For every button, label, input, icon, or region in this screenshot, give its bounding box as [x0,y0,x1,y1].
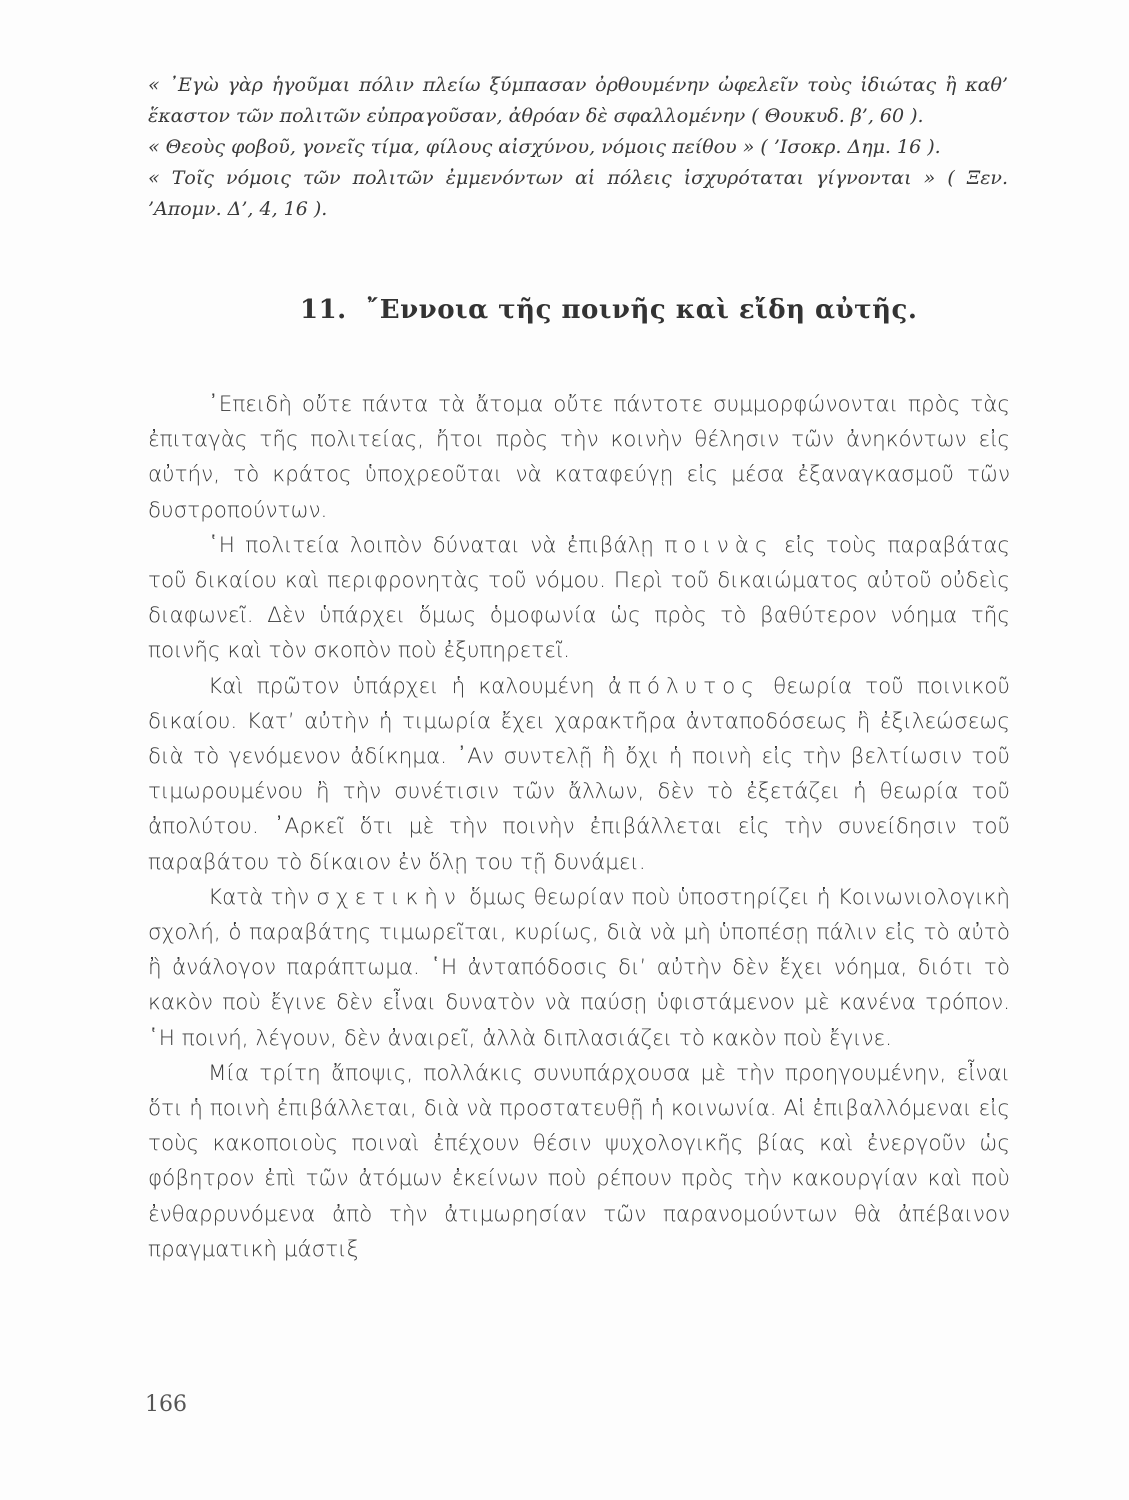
emphasis-apolytos: ἀπόλυτος [607,673,760,699]
section-title: ῎Εννοια τῆς ποινῆς καὶ εἴδη αὐτῆς. [366,295,918,325]
paragraph-4 [148,880,1010,1056]
paragraph-4-start: Κατὰ τὴν [208,884,310,910]
section-number: 11. [300,295,347,325]
emphasis-schetikin: σχετικὴν [316,884,462,910]
paragraph-4-rest: ὅμως θεωρίαν ποὺ ὑποστηρίζει ἡ Κοινωνιολογικὴ σχολή, ὁ παραβάτης τιμωρεῖται, κυρίως, διὰ νὰ μὴ ὑποπέσῃ πάλιν εἰς τὸ αὐτὸ ἢ ἀνάλογον παράπτωμα. ῾Η ἀνταπόδοσις δι’ αὐτὴν δὲν ἔχει νόημα, διότι τὸ κακὸν ποὺ ἔγινε δὲν εἶναι δυνατὸν νὰ παύσῃ ὑφιστάμενον μὲ κανένα τρόπον. ῾Η ποινή, λέγουν, δὲν ἀναιρεῖ, ἀλλὰ διπλασιάζει τὸ κακὸν ποὺ ἔγινε. [148,884,1010,1051]
body-text [148,387,1010,1267]
quote-thucydides: « ᾿Εγὼ γὰρ ἡγοῦμαι πόλιν πλείω ξύμπασαν ὀρθουμένην ὠφελεῖν τοὺς ἰδιώτας ἢ καθ’ ἕκαστον τῶν πολιτῶν εὐπραγοῦσαν, ἀθρόαν δὲ σφαλλομένην ( Θουκυδ. β’, 60 ). [148,74,1008,127]
paragraph-3 [148,669,1010,880]
page-number: 166 [145,1392,187,1417]
section-heading [300,290,920,330]
quote-xenophon: « Τοῖς νόμοις τῶν πολιτῶν ἐμμενόντων αἱ πόλεις ἰσχυρόταται γίγνονται » ( Ξεν. ’Απομν. Δ’, 4, 16 ). [148,167,1008,220]
emphasis-poinas: ποινὰς [664,532,774,558]
paragraph-3-rest: θεωρία τοῦ ποινικοῦ δικαίου. Κατ’ αὐτὴν ἡ τιμωρία ἔχει χαρακτῆρα ἀνταποδόσεως ἢ ἐξιλεώσεως διὰ τὸ γενόμενον ἀδίκημα. ᾿Αν συντελῇ ἢ ὄχι ἡ ποινὴ εἰς τὴν βελτίωσιν τοῦ τιμωρουμένου ἢ τὴν συνέτισιν τῶν ἄλλων, δὲν τὸ ἐξετάζει ἡ θεωρία τοῦ ἀπολύτου. ᾿Αρκεῖ ὅτι μὲ τὴν ποινὴν ἐπιβάλλεται εἰς τὴν συνείδησιν τοῦ παραβάτου τὸ δίκαιον ἐν ὅλῃ του τῇ δυνάμει. [148,673,1010,875]
quote-isocrates: « Θεοὺς φοβοῦ, γονεῖς τίμα, φίλους αἰσχύνου, νόμοις πείθου » ( ’Ισοκρ. Δημ. 16 ). [148,136,941,158]
paragraph-2-start: ῾Η πολιτεία λοιπὸν δύναται νὰ ἐπιβάλῃ [208,532,654,558]
paragraph-3-start: Καὶ πρῶτον ὑπάρχει ἡ καλουμένη [208,673,595,699]
epigraph-quotes [148,70,1008,225]
paragraph-2 [148,528,1010,669]
paragraph-1: ᾿Επειδὴ οὔτε πάντα τὰ ἄτομα οὔτε πάντοτε συμμορφώνονται πρὸς τὰς ἐπιταγὰς τῆς πολιτείας, ἤτοι πρὸς τὴν κοινὴν θέλησιν τῶν ἀνηκόντων εἰς αὐτήν, τὸ κράτος ὑποχρεοῦται νὰ καταφεύγῃ εἰς μέσα ἐξαναγκασμοῦ τῶν δυστροπούντων. [148,392,1010,523]
paragraph-2-rest: εἰς τοὺς παραβάτας τοῦ δικαίου καὶ περιφρονητὰς τοῦ νόμου. Περὶ τοῦ δικαιώματος αὐτοῦ οὐδεὶς διαφωνεῖ. Δὲν ὑπάρχει ὅμως ὁμοφωνία ὡς πρὸς τὸ βαθύτερον νόημα τῆς ποινῆς καὶ τὸν σκοπὸν ποὺ ἐξυπηρετεῖ. [148,532,1011,664]
paragraph-5: Μία τρίτη ἄποψις, πολλάκις συνυπάρχουσα μὲ τὴν προηγουμένην, εἶναι ὅτι ἡ ποινὴ ἐπιβάλλεται, διὰ νὰ προστατευθῇ ἡ κοινωνία. Αἱ ἐπιβαλλόμεναι εἰς τοὺς κακοποιοὺς ποιναὶ ἐπέχουν θέσιν ψυχολογικῆς βίας καὶ ἐνεργοῦν ὡς φόβητρον ἐπὶ τῶν ἀτόμων ἐκείνων ποὺ ρέπουν πρὸς τὴν κακουργίαν καὶ ποὺ ἐνθαρρυνόμενα ἀπὸ τὴν ἀτιμωρησίαν τῶν παρανομούντων θὰ ἀπέβαινον πραγματικὴ μάστιξ [148,1060,1010,1262]
